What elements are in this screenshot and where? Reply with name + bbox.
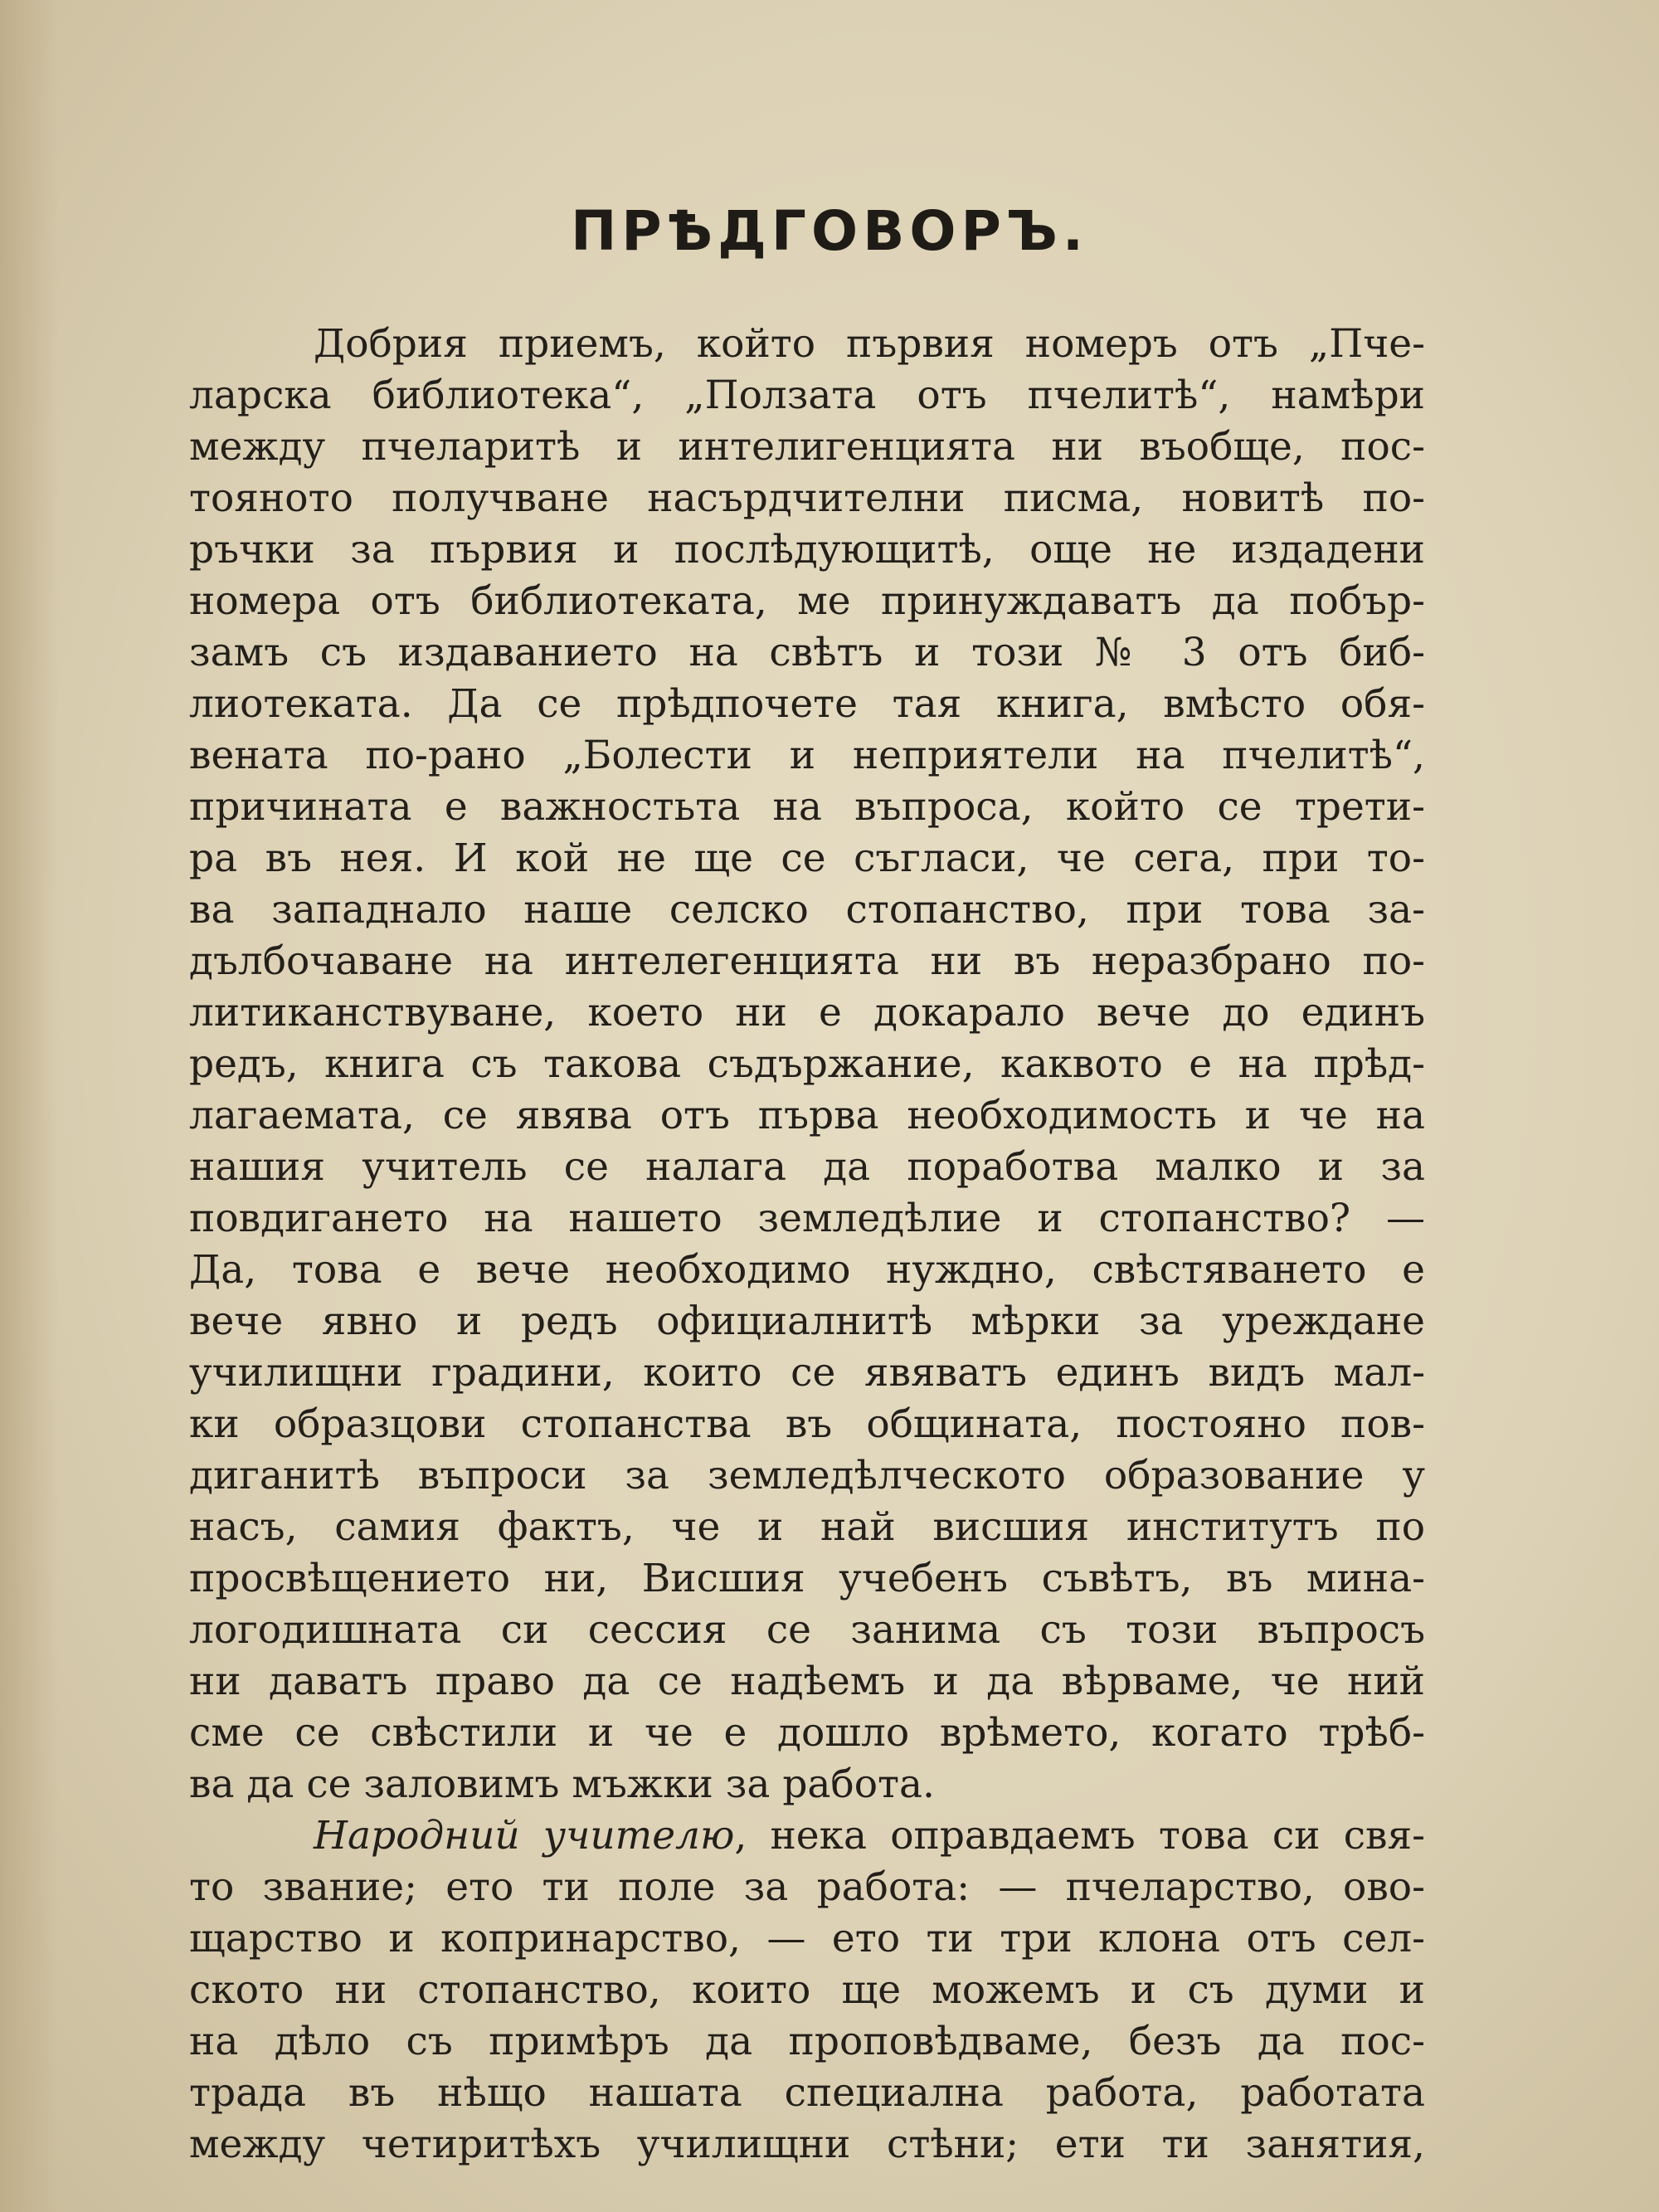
text-line: Да, това е вече необходимо нуждно, свѣстяването е: [189, 1247, 1425, 1293]
text-line: ва да се заловимъ мъжки за работа.: [189, 1761, 935, 1807]
text-line: вената по-рано „Болести и неприятели на пчелитѣ“,: [189, 733, 1425, 778]
text-line: просвѣщението ни, Висшия учебенъ съвѣтъ, въ мина-: [189, 1556, 1425, 1601]
text-line: замъ съ издаванието на свѣтъ и този № 3 отъ биб-: [189, 630, 1425, 675]
text-line: [189, 1810, 1425, 1862]
text-line: литиканствуване, което ни е докарало вече до единъ: [189, 990, 1425, 1035]
text-line: редъ, книга съ такова съдържание, каквото е на прѣд-: [189, 1041, 1425, 1087]
text-line: трада въ нѣщо нашата специална работа, работата: [189, 2070, 1425, 2116]
italic-address: Народний учителю: [314, 1813, 735, 1859]
text-line: дълбочаване на интелегенцията ни въ неразбрано по-: [189, 938, 1425, 984]
text-line: ра въ нея. И кой не ще се съгласи, че сега, при то-: [189, 836, 1425, 881]
text-line: училищни градини, които се явяватъ единъ видъ мал-: [189, 1350, 1425, 1396]
text-line: ва западнало наше селско стопанство, при това за-: [189, 887, 1425, 933]
text-line: насъ, самия фактъ, че и най висшия институтъ по: [189, 1504, 1425, 1550]
page-title: ПРѢДГОВОРЪ.: [571, 199, 1088, 263]
text-line: вече явно и редъ официалнитѣ мѣрки за уреждане: [189, 1298, 1425, 1344]
text-line: ки образцови стопанства въ общината, постояно пов-: [189, 1401, 1425, 1447]
text-line: номера отъ библиотеката, ме принуждаватъ да побър-: [189, 578, 1425, 624]
text-line: ларска библиотека“, „Ползата отъ пчелитѣ“, намѣри: [189, 373, 1425, 418]
text-line: лиотеката. Да се прѣдпочете тая книга, вмѣсто обя-: [189, 681, 1425, 727]
text-line: между пчеларитѣ и интелигенцията ни въобще, пос-: [189, 424, 1425, 470]
text-line: то звание; ето ти поле за работа: — пчеларство, ово-: [189, 1864, 1425, 1910]
text-line: повдигането на нашето земледѣлие и стопанство? —: [189, 1196, 1425, 1241]
text-line: ското ни стопанство, които ще можемъ и съ думи и: [189, 1967, 1425, 2013]
text-line: тояното получване насърдчителни писма, новитѣ по-: [189, 475, 1425, 521]
text-line: причината е важностьта на въпроса, който се трети-: [189, 784, 1425, 830]
text-line: ни даватъ право да се надѣемъ и да вѣрваме, че ний: [189, 1659, 1425, 1704]
text-line: лагаемата, се явява отъ първа необходимость и че на: [189, 1093, 1425, 1138]
text-line: нашия учитель се налага да поработва малко и за: [189, 1144, 1425, 1190]
text-line: щарство и копринарство, — ето ти три клона отъ сел-: [189, 1916, 1425, 1961]
text-line: на дѣло съ примѣръ да проповѣдваме, безъ да пос-: [189, 2019, 1425, 2064]
text-line: диганитѣ въпроси за земледѣлческото образование у: [189, 1453, 1425, 1498]
text-line: между четиритѣхъ училищни стѣни; ети ти занятия,: [189, 2122, 1425, 2167]
text-line: сме се свѣстили и че е дошло врѣмето, когато трѣб-: [189, 1710, 1425, 1756]
text-line: логодишната си сессия се занима съ този въпросъ: [189, 1607, 1425, 1653]
text-line: ръчки за първия и послѣдующитѣ, още не издадени: [189, 527, 1425, 572]
body-text: [189, 319, 1425, 2171]
text-fragment: , нека оправдаемъ това си свя-: [734, 1813, 1426, 1859]
text-line: Добрия приемъ, който първия номеръ отъ „Пче-: [314, 321, 1425, 367]
